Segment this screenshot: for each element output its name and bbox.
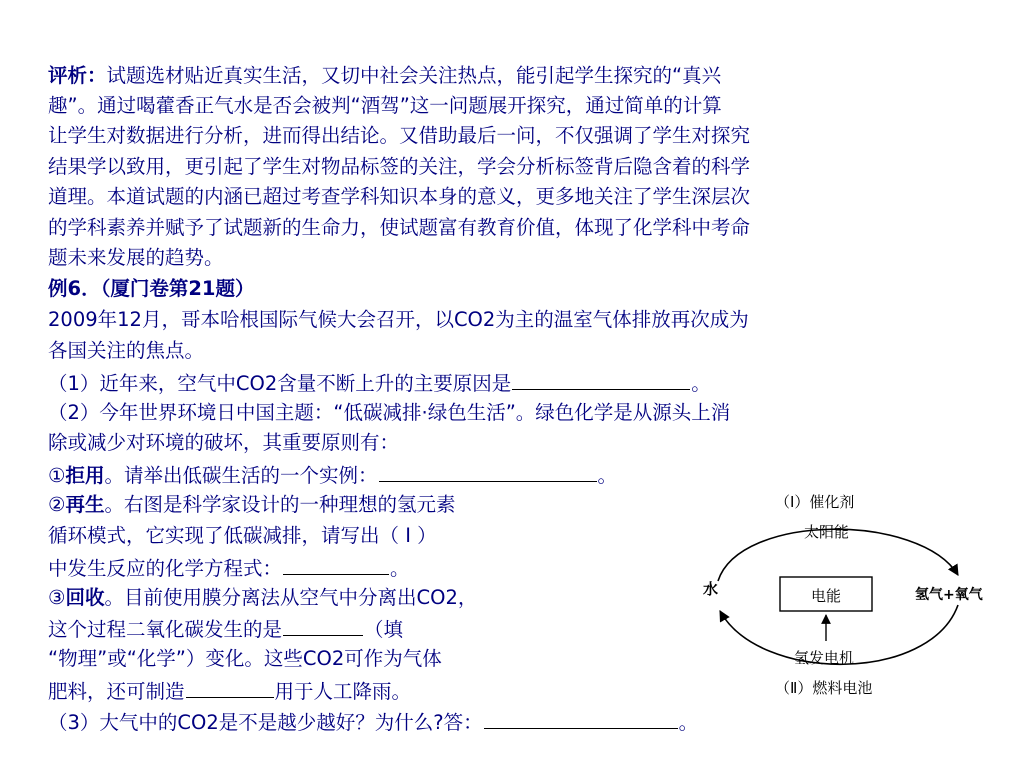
principle-3-blank-1 <box>283 613 363 636</box>
question-3-end: 。 <box>678 711 699 734</box>
analysis-line-2: 趣”。通过喝藿香正气水是否会被判“酒驾”这一问题展开探究，通过简单的计算 <box>48 94 722 117</box>
principle-2-blank <box>283 552 389 575</box>
example-title: 例6．（厦门卷第21题） <box>48 277 255 300</box>
diagram-gas-label: 氢气+氧气 <box>915 587 983 603</box>
question-1 <box>48 367 711 397</box>
question-3-text: （3）大气中的CO2是不是越少越好？为什么?答： <box>48 711 483 734</box>
principle-1-end: 。 <box>597 464 618 487</box>
diagram-top-sub: 太阳能 <box>804 523 850 541</box>
principle-1-text: 。请举出低碳生活的一个实例： <box>104 464 378 487</box>
principle-1-key: 拒用 <box>65 464 105 487</box>
analysis-line-6: 的学科素养并赋予了试题新的生命力，使试题富有教育价值，体现了化学科中考命 <box>48 216 751 239</box>
analysis-line-7: 题未来发展的趋势。 <box>48 246 224 269</box>
question-2-line-2: 除或减少对环境的破坏，其重要原则有： <box>48 431 400 454</box>
principle-1-blank <box>379 459 597 482</box>
question-2-line-1: （2）今年世界环境日中国主题：“低碳减排·绿色生活”。绿色化学是从源头上消 <box>48 401 731 424</box>
principle-3-line-2-end: （填 <box>364 618 404 641</box>
principle-3 <box>48 583 477 613</box>
principle-3-text: 。目前使用膜分离法从空气中分离出CO2， <box>104 586 478 609</box>
analysis-line-3: 让学生对数据进行分析，进而得出结论。又借助最后一问，不仅强调了学生对探究 <box>48 124 751 147</box>
principle-2-text: 。右图是科学家设计的一种理想的氢元素 <box>104 493 456 516</box>
diagram-generator-label: 氢发电机 <box>794 649 855 667</box>
diagram-bottom-label: （Ⅱ）燃料电池 <box>775 679 873 697</box>
principle-3-key: 回收 <box>65 586 105 609</box>
analysis-line-5: 道理。本道试题的内涵已超过考查学科知识本身的意义，更多地关注了学生深层次 <box>48 185 751 208</box>
example-intro-2: 各国关注的焦点。 <box>48 339 205 362</box>
principle-3-line-4-end: 用于人工降雨。 <box>274 680 412 703</box>
principle-3-line-2-text: 这个过程二氧化碳发生的是 <box>48 618 283 641</box>
principle-2-line-3 <box>48 552 410 582</box>
principle-2-num: ② <box>48 493 66 516</box>
diagram-water-label: 水 <box>703 580 719 598</box>
analysis-line-1 <box>48 61 721 91</box>
principle-1-num: ① <box>48 464 66 487</box>
question-3-blank <box>484 706 678 729</box>
principle-3-line-4-text: 肥料，还可制造 <box>48 680 185 703</box>
principle-3-line-4 <box>48 675 411 705</box>
question-1-blank <box>512 367 690 390</box>
diagram-box-label: 电能 <box>810 587 842 605</box>
principle-2-line-2: 循环模式，它实现了低碳减排，请写出（ Ⅰ ） <box>48 524 437 547</box>
principle-3-num: ③ <box>48 586 66 609</box>
question-1-end: 。 <box>691 372 711 395</box>
principle-2-line-3-text: 中发生反应的化学方程式： <box>48 557 283 580</box>
principle-2-key: 再生 <box>65 493 105 516</box>
example-intro-1: 2009年12月，哥本哈根国际气候大会召开，以CO2为主的温室气体排放再次成为 <box>48 308 749 331</box>
analysis-line-4: 结果学以致用，更引起了学生对物品标签的关注，学会分析标签背后隐含着的科学 <box>48 155 751 178</box>
question-1-text: （1）近年来，空气中CO2含量不断上升的主要原因是 <box>48 372 512 395</box>
principle-3-line-3: “物理”或“化学”）变化。这些CO2可作为气体 <box>48 647 442 670</box>
principle-3-line-2 <box>48 613 403 643</box>
analysis-text-1: 试题选材贴近真实生活，又切中社会关注热点，能引起学生探究的“真兴 <box>106 64 722 87</box>
diagram-top-label: （Ⅰ）催化剂 <box>775 493 855 511</box>
principle-2 <box>48 490 456 520</box>
principle-2-end: 。 <box>390 557 410 580</box>
principle-3-blank-2 <box>186 675 274 698</box>
question-3 <box>48 706 698 736</box>
principle-1 <box>48 459 617 489</box>
analysis-label: 评析： <box>48 64 107 87</box>
hydrogen-cycle-diagram <box>700 493 990 703</box>
